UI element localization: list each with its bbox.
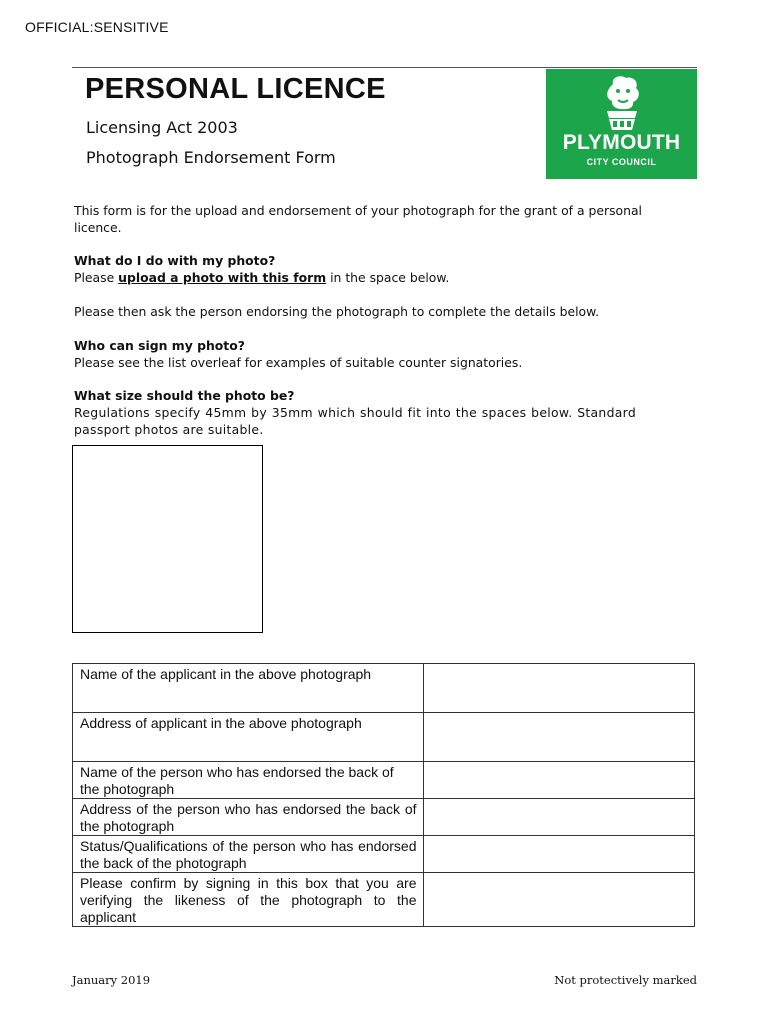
table-row bbox=[73, 799, 695, 836]
footer-marking: Not protectively marked bbox=[554, 973, 697, 987]
form-subtitle-name: Photograph Endorsement Form bbox=[86, 148, 336, 167]
upload-photo-instruction: upload a photo with this form bbox=[118, 270, 327, 285]
plymouth-city-council-logo bbox=[546, 69, 697, 179]
what-do-text-post: in the space below. bbox=[326, 270, 450, 285]
who-sign-text: Please see the list overleaf for examples of suitable counter signatories. bbox=[74, 355, 523, 370]
form-subtitle-act: Licensing Act 2003 bbox=[86, 118, 238, 137]
applicant-name-field[interactable] bbox=[423, 664, 695, 713]
endorser-status-label: Status/Qualifications of the person who has endorsed the back of the photograph bbox=[73, 836, 424, 873]
lion-crest-icon bbox=[599, 75, 645, 131]
signature-field[interactable] bbox=[423, 873, 695, 927]
photo-upload-box[interactable] bbox=[72, 445, 263, 633]
endorsement-details-table bbox=[72, 663, 695, 927]
applicant-address-field[interactable] bbox=[423, 713, 695, 762]
endorser-address-label: Address of the person who has endorsed the back of the photograph bbox=[73, 799, 424, 836]
table-row bbox=[73, 836, 695, 873]
intro-text: This form is for the upload and endorsement of your photograph for the grant of a personal licence. bbox=[74, 203, 642, 235]
size-text: Regulations specify 45mm by 35mm which should fit into the spaces below. Standard passport photos are suitable. bbox=[74, 405, 636, 437]
endorser-name-label: Name of the person who has endorsed the back of the photograph bbox=[73, 762, 424, 799]
endorser-name-field[interactable] bbox=[423, 762, 695, 799]
table-row bbox=[73, 762, 695, 799]
form-title: PERSONAL LICENCE bbox=[85, 73, 386, 105]
table-row bbox=[73, 713, 695, 762]
signature-label: Please confirm by signing in this box that you are verifying the likeness of the photograph to the applicant bbox=[73, 873, 424, 927]
endorser-status-field[interactable] bbox=[423, 836, 695, 873]
classification-marking: OFFICIAL:SENSITIVE bbox=[25, 19, 169, 35]
logo-sub: CITY COUNCIL bbox=[586, 157, 657, 167]
what-do-text-pre: Please bbox=[74, 270, 119, 285]
logo-name: PLYMOUTH bbox=[562, 131, 681, 154]
heading-who-sign: Who can sign my photo? bbox=[74, 338, 245, 353]
applicant-name-label: Name of the applicant in the above photograph bbox=[73, 664, 424, 713]
table-row bbox=[73, 664, 695, 713]
header-rule bbox=[72, 67, 697, 68]
endorse-text: Please then ask the person endorsing the photograph to complete the details below. bbox=[74, 304, 600, 319]
heading-size: What size should the photo be? bbox=[74, 388, 295, 403]
table-row bbox=[73, 873, 695, 927]
what-do-text bbox=[74, 269, 654, 286]
endorser-address-field[interactable] bbox=[423, 799, 695, 836]
footer-date: January 2019 bbox=[72, 973, 151, 987]
heading-what-do: What do I do with my photo? bbox=[74, 253, 276, 268]
applicant-address-label: Address of applicant in the above photograph bbox=[73, 713, 424, 762]
